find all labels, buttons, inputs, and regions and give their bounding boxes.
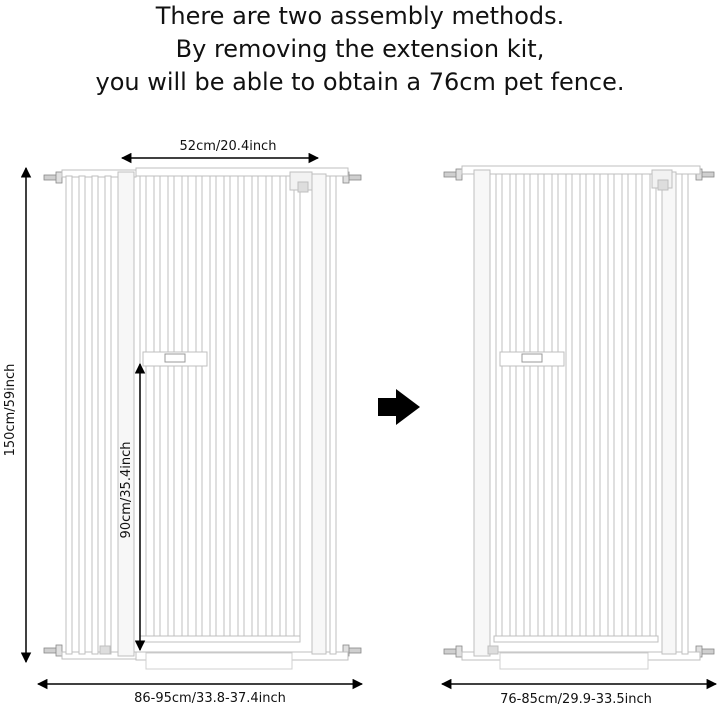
left-gate-door: [140, 172, 312, 642]
left-height-label: 150cm/59inch: [3, 363, 18, 457]
left-gate-extension-kit: [62, 170, 136, 659]
left-door-height-label: 90cm/35.4inch: [119, 441, 134, 539]
headline-line-1: There are two assembly methods.: [155, 2, 565, 30]
right-gate-door: [488, 170, 672, 654]
right-gate-top-left-bolt: [444, 169, 462, 180]
right-arrow-icon: [378, 389, 420, 425]
left-top-width-dimension: [122, 139, 318, 158]
left-bottom-width-dimension: [38, 684, 362, 706]
left-gate: [44, 168, 361, 669]
right-bottom-width-dimension: [442, 684, 716, 707]
left-gate-bottom-left-bolt: [44, 645, 62, 656]
left-gate-small-pet-door: [143, 352, 207, 366]
left-gate-top-left-bolt: [44, 172, 62, 183]
left-bottom-width-label: 86-95cm/33.8-37.4inch: [134, 691, 286, 706]
right-gate-small-pet-door: [500, 352, 564, 366]
left-height-dimension: [3, 168, 26, 662]
right-gate-bottom-left-bolt: [444, 646, 462, 657]
headline-line-2: By removing the extension kit,: [175, 35, 545, 63]
headline-line-3: you will be able to obtain a 76cm pet fence.: [95, 68, 625, 96]
right-bottom-width-label: 76-85cm/29.9-33.5inch: [500, 692, 652, 707]
right-gate-floor-plate: [500, 653, 648, 669]
right-gate: [444, 166, 714, 669]
left-gate-floor-plate: [146, 653, 292, 669]
left-top-width-label: 52cm/20.4inch: [179, 139, 277, 154]
